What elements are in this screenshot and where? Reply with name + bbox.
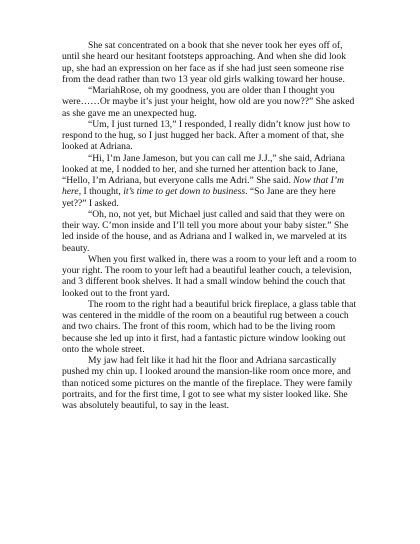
paragraph-7	[62, 299, 360, 355]
paragraph-1	[62, 40, 360, 85]
paragraph-2	[62, 85, 360, 119]
paragraph-text: I thought,	[81, 186, 124, 198]
paragraph-text: “MariahRose, oh my goodness, you are older than I thought you were……Or maybe it’s just your height, how old are you now??” She asked as she gave me an unexpected hug.	[62, 85, 355, 119]
paragraph-text: “Hi, I’m Jane Jameson, but you can call me J.J.,” she said, Adriana looked at me, I nodded to her, and she turned her attention back to Jane, “Hello, I’m Adriana, but everyone calls me Adri.” She said.	[62, 152, 345, 186]
italic-thought: it’s time to get down to business	[123, 186, 246, 198]
document-page	[62, 40, 360, 411]
paragraph-5	[62, 209, 360, 254]
paragraph-8	[62, 355, 360, 411]
italic-thought: Now that I’m here,	[62, 175, 344, 198]
paragraph-text: “Um, I just turned 13,” I responded, I really didn’t know just how to respond to the hug, so I just hugged her back. After a moment of that, she looked at Adriana.	[62, 118, 351, 153]
paragraph-text: “Oh, no, not yet, but Michael just called and said that they were on their way. C’mon inside and I’ll tell you more about your baby sister.” She led inside of the house, and as Adriana and I walked in, we marveled at its beauty.	[62, 208, 349, 254]
paragraph-text: When you first walked in, there was a room to your left and a room to your right. The room to your left had a beautiful leather couch, a television, and 3 different book shelves. It had a small window behind the couch that looked out to the front yard.	[62, 253, 357, 299]
paragraph-text: . “So Jane are they here yet??” I asked.	[62, 186, 336, 209]
paragraph-3	[62, 119, 360, 153]
paragraph-4	[62, 153, 360, 209]
paragraph-text: She sat concentrated on a book that she never took her eyes off of, until she heard our hesitant footsteps approaching. And when she did look up, she had an expression on her face as if she had just seen someone rise from the dead rather than two 13 year old girls walking toward her house.	[62, 40, 347, 85]
paragraph-text: My jaw had felt like it had hit the floor and Adriana sarcastically pushed my chin up. I looked around the mansion-like room once more, and than noticed some pictures on the mantle of the fireplace. They were family portraits, and for the first time, I got to see what my sister looked like. She was absolutely beautiful, to say in the least.	[62, 355, 353, 411]
paragraph-6	[62, 254, 360, 299]
paragraph-text: The room to the right had a beautiful brick fireplace, a glass table that was centered in the middle of the room on a beautiful rug between a couch and two chairs. The front of this room, which had to be the living room because she led up into it first, had a fantastic picture window looking out onto the whole street.	[62, 298, 356, 355]
